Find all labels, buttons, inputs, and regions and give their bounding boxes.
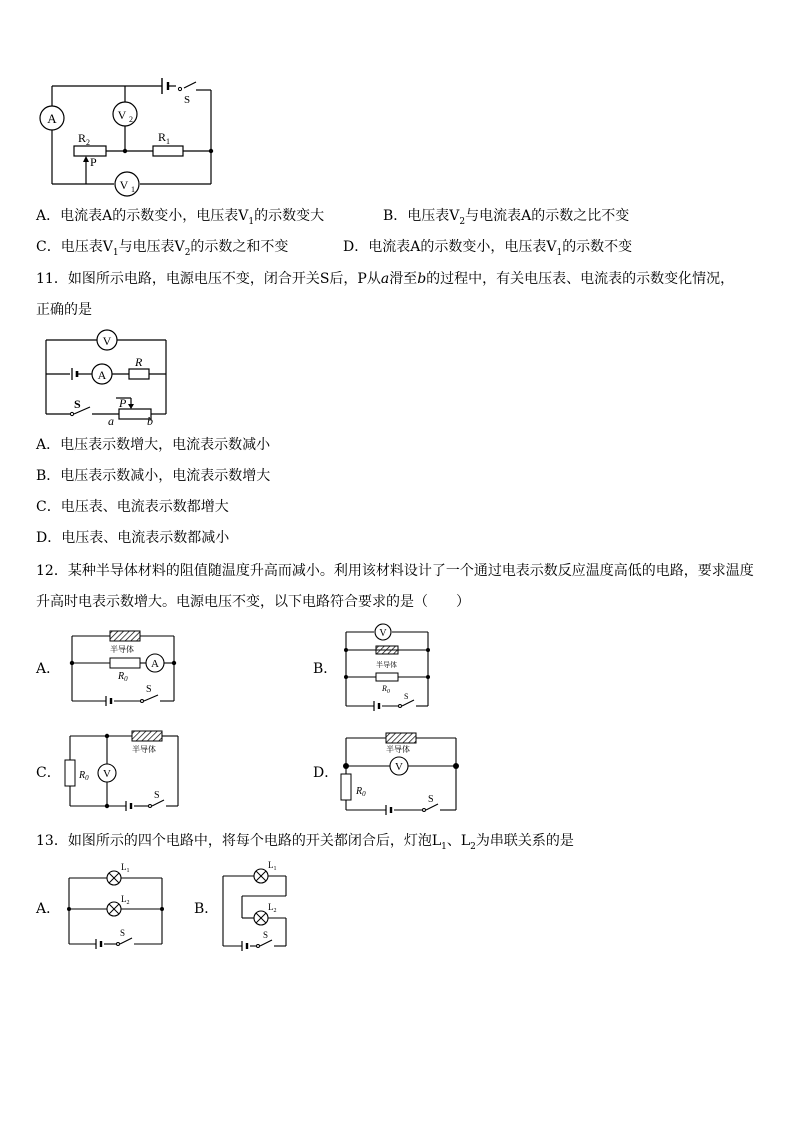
q11-option-c: C．电压表、电流表示数都增大 (36, 499, 229, 515)
q12a-semiconductor (110, 631, 140, 641)
q12c-semiconductor (132, 731, 162, 741)
svg-text:L2: $L_2$ (268, 902, 277, 914)
q13a-lamp-l1 (107, 871, 121, 885)
q12d-semiconductor (386, 733, 416, 743)
svg-text:半导体: 半导体 (386, 745, 410, 754)
svg-text:1: 1 (131, 185, 135, 194)
q13b-lamp-l1 (254, 869, 268, 883)
q12-circuit-a (66, 626, 186, 708)
svg-text:V: V (119, 178, 129, 192)
svg-text:V: V (395, 761, 403, 773)
svg-text:P: P (90, 155, 97, 169)
svg-text:a: a (108, 414, 114, 428)
svg-text:V: V (117, 108, 127, 122)
svg-text:S: S (428, 794, 434, 805)
svg-text:R: R (158, 130, 167, 144)
svg-text:半导体: 半导体 (132, 745, 156, 754)
svg-text:1: 1 (166, 137, 170, 146)
svg-text:L1: $L_1$ (121, 862, 130, 874)
q13-label-a: A． (36, 901, 61, 917)
q12-circuit-b (340, 622, 440, 718)
q13-circuit-a (64, 860, 174, 950)
svg-text:R0: $R_0$ (118, 671, 128, 683)
q10-circuit-figure (36, 76, 226, 196)
q10-option-a: A．电流表A的示数变小，电压表$V_1$的示数变大 (36, 208, 325, 227)
svg-text:S: S (120, 928, 126, 938)
q12-label-b: B． (313, 661, 338, 677)
q13b-lamp-l2 (254, 911, 268, 925)
svg-text:2: 2 (129, 115, 133, 124)
svg-text:R0: $R_0$ (356, 786, 366, 798)
q12b-semiconductor (376, 646, 398, 654)
q12a-r0 (110, 658, 140, 668)
svg-text:S: S (146, 684, 152, 695)
svg-text:R0: $R_0$ (382, 684, 390, 695)
q10-option-d: D．电流表A的示数变小，电压表$V_1$的示数不变 (343, 239, 633, 258)
q10-option-b: B．电压表$V_2$与电流表A的示数之比不变 (383, 208, 630, 227)
q12-label-a: A． (36, 661, 61, 677)
svg-text:2: 2 (86, 138, 90, 147)
q12-circuit-d (338, 728, 468, 814)
q12c-r0 (65, 760, 75, 786)
q13a-lamp-l2 (107, 902, 121, 916)
svg-text:R0: $R_0$ (79, 770, 89, 782)
q12d-r0 (341, 774, 351, 800)
svg-text:半导体: 半导体 (110, 645, 134, 654)
svg-text:R: R (78, 131, 87, 145)
svg-text:S: S (404, 692, 409, 701)
q11-option-d: D．电压表、电流表示数都减小 (36, 530, 230, 546)
q11-option-b: B．电压表示数减小，电流表示数增大 (36, 468, 271, 484)
svg-text:V: V (379, 628, 387, 639)
svg-text:V: V (102, 334, 112, 348)
svg-text:L1: $L_1$ (268, 860, 277, 872)
svg-text:A: A (47, 111, 57, 126)
q13-circuit-b (218, 860, 298, 952)
svg-text:A: A (151, 658, 159, 670)
svg-text:S: S (154, 790, 160, 801)
svg-text:b: b (147, 414, 153, 428)
svg-text:半导体: 半导体 (376, 661, 397, 669)
svg-text:S: S (74, 397, 81, 411)
q10-option-c: C．电压表$V_1$与电压表$V_2$的示数之和不变 (36, 239, 289, 258)
q12-circuit-c (60, 726, 190, 812)
svg-text:R: R (135, 355, 143, 369)
svg-text:V: V (103, 768, 111, 780)
q12-stem-line2: 升高时电表示数增大。电源电压不变，以下电路符合要求的是（ ） (36, 594, 470, 610)
q11-stem-line2: 正确的是 (36, 302, 92, 318)
q12b-r0 (376, 673, 398, 681)
svg-text:L2: $L_2$ (121, 894, 130, 906)
svg-text:S: S (263, 930, 269, 940)
q11-circuit-figure (44, 328, 174, 428)
q11-resistor-r (129, 369, 149, 379)
q13-label-b: B． (194, 901, 219, 917)
q13-stem: 13．如图所示的四个电路中，将每个电路的开关都闭合后，灯泡$L_1$、$L_2$为串联关系的是 (36, 833, 574, 852)
q12-stem-line1: 12．某种半导体材料的阻值随温度升高而减小。利用该材料设计了一个通过电表示数反应温度高低的电路，要求温度 (36, 563, 754, 579)
q12-label-c: C． (36, 765, 61, 781)
q11-stem-line1: 11．如图所示电路，电源电压不变，闭合开关S后，P从a滑至b的过程中，有关电压表、电流表的示数变化情况， (36, 271, 735, 287)
q11-option-a: A．电压表示数增大，电流表示数减小 (36, 437, 271, 453)
svg-text:S: S (184, 94, 191, 106)
svg-text:A: A (97, 368, 107, 382)
svg-text:P: P (119, 396, 127, 410)
q12-label-d: D． (313, 765, 339, 781)
q10-r1 (153, 146, 183, 156)
